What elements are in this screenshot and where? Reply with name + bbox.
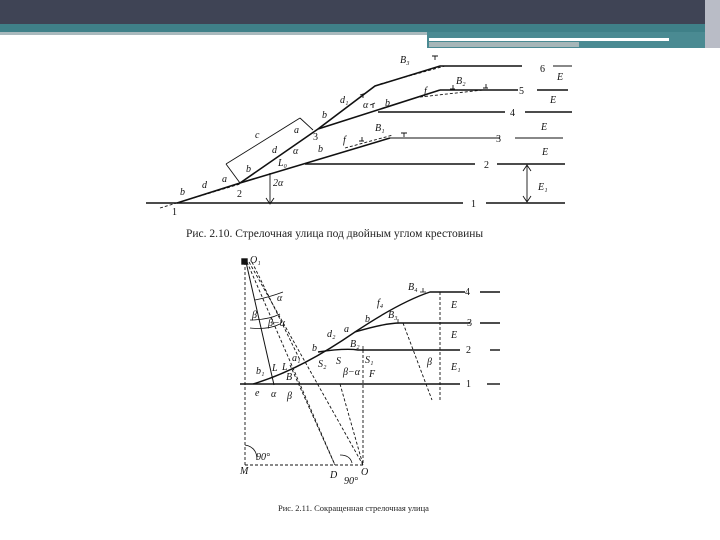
diagram-label: b <box>322 110 327 121</box>
diagram-label: E <box>557 72 564 83</box>
diagram-label: 2α <box>273 178 284 189</box>
diverging-line-2-3 <box>240 138 390 183</box>
diagram-label: 4 <box>465 287 470 298</box>
diagram-label: b₁ <box>256 366 265 377</box>
diagram-label: a <box>222 174 227 185</box>
diagram-label: B₂ <box>456 76 466 87</box>
diagram-label: α <box>293 146 299 157</box>
diagram-label: B₄ <box>408 282 418 293</box>
diagram-label: b <box>180 187 185 198</box>
diagram-label: E <box>541 122 548 133</box>
diagram-label: β−α <box>268 318 285 329</box>
figure-2-10-labels <box>172 55 563 218</box>
diagram-label: S₂ <box>318 359 327 370</box>
diagram-label: β <box>287 391 292 402</box>
diagram-label: B₃ <box>400 55 410 66</box>
diagram-label: b <box>318 144 323 155</box>
diagram-label: L₀ <box>278 158 288 169</box>
diagram-label: O <box>361 467 369 478</box>
diagram-label: F <box>369 369 376 380</box>
figure-2-11-caption: Рис. 2.11. Сокращенная стрелочная улица <box>278 503 429 513</box>
figure-2-10-drawing <box>146 56 572 208</box>
diagram-label: L <box>272 363 278 374</box>
diagram-label: a <box>294 125 299 136</box>
diagram-label: 2 <box>484 160 489 171</box>
diagram-label: 90° <box>344 476 358 487</box>
diagram-label: B₂ <box>350 339 360 350</box>
diagram-label: S₁ <box>365 355 374 366</box>
diagram-label: M <box>240 466 249 477</box>
diagram-label: 4 <box>510 108 515 119</box>
diagram-label: B <box>286 372 293 383</box>
diagram-label: α <box>271 389 277 400</box>
diagram-label: L <box>282 362 288 373</box>
diagram-label: d₁ <box>340 95 349 106</box>
diagram-label: 90° <box>256 452 270 463</box>
diagram-label: d <box>272 145 277 156</box>
figure-2-10-caption: Рис. 2.10. Стрелочная улица под двойным углом крестовины <box>186 228 484 240</box>
diagram-label: α <box>277 293 283 304</box>
diagram-label: B₁ <box>375 123 385 134</box>
diagram-label: 2 <box>237 189 242 200</box>
diagram-label: c <box>255 130 260 141</box>
diagram-label: E <box>542 147 549 158</box>
diagram-label: E <box>550 95 557 106</box>
diagram-label: b <box>312 343 317 354</box>
diagram-label: d₂ <box>327 329 336 340</box>
diagram-label: E <box>451 300 458 311</box>
diagram-label: b <box>246 164 251 175</box>
diagram-label: S <box>336 356 341 367</box>
diagram-label: b <box>385 98 390 109</box>
diagram-label: 2 <box>466 345 471 356</box>
diagram-label: 3 <box>496 134 501 145</box>
diagram-label: E₁ <box>451 362 461 373</box>
diagram-label: 3 <box>313 132 318 143</box>
diagram-label: b <box>365 314 370 325</box>
diagram-label: 1 <box>172 207 177 218</box>
diagram-label: 1 <box>471 199 476 210</box>
diagram-label: E₁ <box>538 182 548 193</box>
diagram-label: B₃ <box>388 310 398 321</box>
diagram-label: a₁ <box>292 353 301 364</box>
diagram-label: f <box>424 86 427 97</box>
diagram-label: f₄ <box>377 298 384 309</box>
diagram-label: a <box>344 324 349 335</box>
diagram-label: e <box>255 388 260 399</box>
diagram-label: f <box>343 135 346 146</box>
diagram-label: E <box>451 330 458 341</box>
diagram-label: β <box>252 310 257 321</box>
diagram-label: 5 <box>519 86 524 97</box>
track-2 <box>318 349 460 352</box>
diagram-label: β <box>427 357 432 368</box>
diagram-label: D <box>330 470 338 481</box>
diagram-label: 1 <box>466 379 471 390</box>
diagram-label: 6 <box>540 64 545 75</box>
diagram-label: O₁ <box>250 255 261 266</box>
diagram-label: d <box>202 180 207 191</box>
diagram-label: 3 <box>467 318 472 329</box>
main-diagonal <box>177 66 522 203</box>
diagram-label: β−α <box>343 367 360 378</box>
diagram-label: α <box>363 100 369 111</box>
